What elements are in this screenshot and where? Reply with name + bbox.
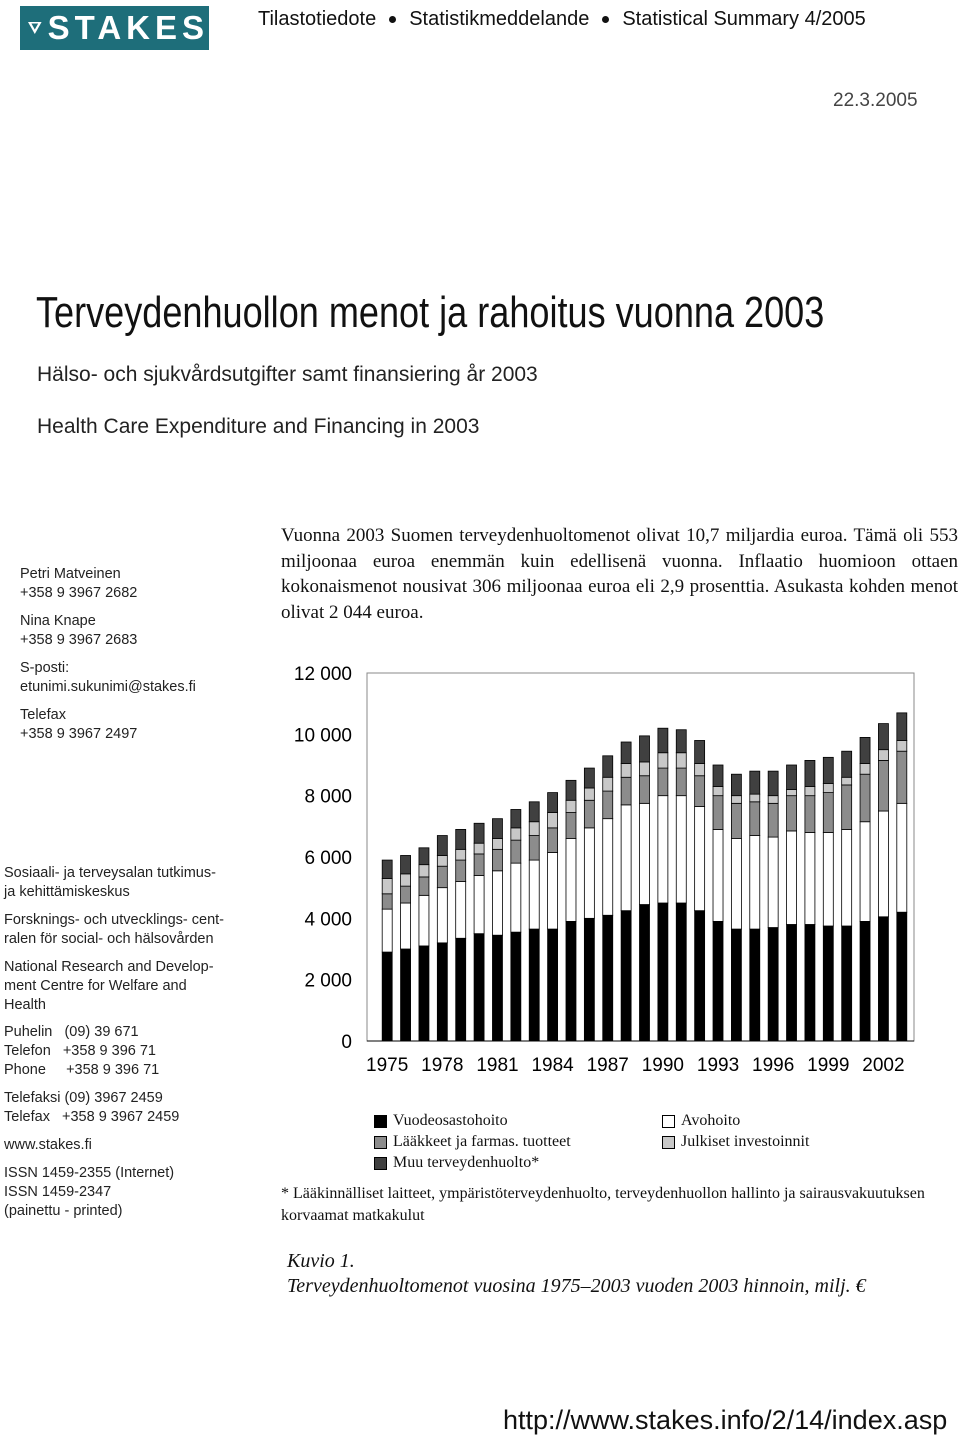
bar-segment: [823, 757, 833, 783]
x-tick-label: 1975: [366, 1055, 409, 1076]
bar-segment: [492, 819, 502, 839]
y-tick-label: 8 000: [304, 786, 352, 808]
bar-segment: [787, 924, 797, 1041]
bar-segment: [584, 800, 594, 828]
bar-segment: [456, 882, 466, 939]
bar-segment: [511, 840, 521, 863]
bar-segment: [658, 768, 668, 796]
bar-segment: [603, 819, 613, 916]
bar-segment: [548, 852, 558, 929]
bar-segment: [382, 909, 392, 952]
bar-segment: [731, 929, 741, 1041]
bar-segment: [640, 803, 650, 904]
bar-segment: [437, 888, 447, 943]
caption-number: Kuvio 1.: [287, 1250, 355, 1272]
org-phone-text: Puhelin (09) 39 671 Telefon +358 9 396 71 Phone +358 9 396 71: [4, 1024, 160, 1078]
bar-segment: [878, 750, 888, 761]
bar-segment: [419, 848, 429, 865]
bar-segment: [750, 836, 760, 930]
x-axis-labels: [366, 1055, 905, 1076]
bar-segment: [492, 871, 502, 935]
bar-segment: [878, 760, 888, 811]
bar-segment: [731, 796, 741, 804]
bar-segment: [584, 788, 594, 800]
org-name-en-text: National Research and Develop- ment Centre for Welfare and Health: [4, 959, 214, 1013]
figure-caption: [287, 1249, 866, 1299]
bar-segment: [603, 915, 613, 1041]
bar-segment: [640, 905, 650, 1041]
y-tick-label: 6 000: [304, 848, 352, 869]
bar-segment: [842, 777, 852, 785]
bar-segment: [548, 929, 558, 1041]
bars: [382, 713, 907, 1041]
bar-segment: [621, 742, 631, 763]
publication-date: 22.3.2005: [833, 90, 918, 111]
contact-person-1: Petri Matveinen: [20, 566, 121, 582]
fax-label: Telefax: [20, 707, 66, 723]
bar-segment: [768, 928, 778, 1041]
bar-segment: [492, 839, 502, 850]
bar-segment: [529, 860, 539, 929]
bar-segment: [456, 860, 466, 881]
bar-segment: [713, 765, 723, 786]
bar-segment: [419, 895, 429, 946]
y-axis-labels: [294, 664, 352, 1053]
bar-segment: [621, 805, 631, 911]
org-name-finnish: [4, 864, 249, 902]
bar-segment: [584, 918, 594, 1041]
bar-segment: [621, 763, 631, 777]
y-tick-label: 10 000: [293, 725, 352, 747]
bar-segment: [621, 911, 631, 1041]
bar-segment: [437, 855, 447, 866]
bar-segment: [492, 849, 502, 870]
bar-segment: [731, 803, 741, 838]
bar-segment: [492, 935, 502, 1041]
bullet-icon: [602, 16, 609, 23]
bar-segment: [401, 949, 411, 1041]
chart-footnote: * Lääkinnälliset laitteet, ympäristöterveydenhuolto, terveydenhuollon hallinto ja sairausvakuutuksen korvaamat matkakulut: [281, 1185, 925, 1224]
x-tick-label: 1990: [641, 1055, 685, 1076]
bar-segment: [401, 903, 411, 949]
bar-segment: [805, 760, 815, 786]
x-tick-label: 2002: [862, 1055, 905, 1076]
legend-item-julkiset-investoinnit: [662, 1133, 809, 1151]
bar-segment: [768, 803, 778, 837]
bar-segment: [768, 771, 778, 796]
org-name-swedish: [4, 911, 249, 949]
contact-phone-1: +358 9 3967 2682: [20, 585, 138, 601]
stakes-logo: [20, 6, 209, 50]
bar-segment: [897, 803, 907, 912]
x-tick-label: 1981: [476, 1055, 519, 1076]
bar-segment: [750, 794, 760, 802]
bar-segment: [382, 894, 392, 909]
bar-segment: [474, 843, 484, 854]
legend-swatch: [374, 1115, 387, 1128]
bar-segment: [529, 822, 539, 836]
bar-segment: [603, 777, 613, 791]
subtitle-swedish: Hälso- och sjukvårdsutgifter samt finansiering år 2003: [37, 363, 538, 386]
email-label: S-posti:: [20, 660, 70, 676]
bar-segment: [401, 855, 411, 873]
bar-segment: [419, 946, 429, 1041]
y-tick-label: 0: [341, 1032, 352, 1053]
bar-segment: [805, 786, 815, 795]
bar-segment: [584, 768, 594, 788]
legend-swatch: [662, 1115, 675, 1128]
bar-segment: [603, 756, 613, 777]
legend-item-vuodeosastohoito: [374, 1112, 508, 1130]
bar-segment: [842, 785, 852, 829]
bar-segment: [750, 771, 760, 794]
bar-segment: [658, 753, 668, 768]
x-tick-label: 1999: [807, 1055, 850, 1076]
bar-segment: [860, 774, 870, 822]
legend-swatch: [662, 1136, 675, 1149]
bar-segment: [897, 740, 907, 751]
bar-segment: [658, 903, 668, 1041]
bar-segment: [823, 793, 833, 833]
bar-segment: [474, 823, 484, 843]
bar-segment: [787, 765, 797, 790]
caption-text: Terveydenhuoltomenot vuosina 1975–2003 vuoden 2003 hinnoin, milj. €: [287, 1275, 866, 1297]
bar-segment: [529, 802, 539, 822]
bar-segment: [566, 813, 576, 839]
bar-segment: [842, 751, 852, 777]
fax-number: +358 9 3967 2497: [20, 726, 138, 742]
y-tick-label: 12 000: [293, 664, 352, 685]
bar-segment: [474, 875, 484, 933]
legend-label: Avohoito: [681, 1112, 741, 1129]
bullet-icon: [389, 16, 396, 23]
legend-label: Muu terveydenhuolto*: [393, 1154, 540, 1171]
bar-segment: [511, 863, 521, 932]
bar-segment: [456, 829, 466, 849]
bar-segment: [419, 865, 429, 877]
bar-segment: [805, 832, 815, 924]
bar-segment: [695, 776, 705, 807]
org-website[interactable]: www.stakes.fi: [4, 1137, 92, 1153]
bar-segment: [640, 736, 650, 762]
bar-segment: [860, 921, 870, 1041]
org-fax: [4, 1089, 249, 1127]
y-tick-label: 2 000: [304, 970, 352, 992]
bar-segment: [676, 730, 686, 753]
bar-segment: [676, 903, 686, 1041]
bar-segment: [401, 886, 411, 903]
bar-segment: [878, 724, 888, 750]
logo-emblem-icon: [28, 12, 42, 44]
series-sv: Statistikmeddelande: [409, 8, 590, 30]
legend-item-laakkeet: [374, 1133, 571, 1151]
bar-segment: [695, 740, 705, 763]
bar-segment: [842, 926, 852, 1041]
bar-segment: [658, 728, 668, 753]
x-tick-label: 1978: [421, 1055, 464, 1076]
bar-segment: [456, 938, 466, 1041]
bar-segment: [437, 866, 447, 887]
contact-phone-2: +358 9 3967 2683: [20, 632, 138, 648]
org-fax-text: Telefaksi (09) 3967 2459 Telefax +358 9 3967 2459: [4, 1090, 180, 1125]
bar-segment: [621, 777, 631, 805]
legend-label: Vuodeosastohoito: [393, 1112, 508, 1129]
org-name-english: [4, 958, 249, 1015]
bar-segment: [584, 828, 594, 918]
bar-segment: [437, 836, 447, 856]
bar-segment: [878, 917, 888, 1041]
bar-segment: [805, 924, 815, 1041]
bar-segment: [640, 762, 650, 776]
bar-segment: [658, 796, 668, 903]
bar-segment: [897, 713, 907, 741]
bar-segment: [548, 828, 558, 853]
legend-label: Lääkkeet ja farmas. tuotteet: [393, 1133, 571, 1150]
bar-segment: [695, 806, 705, 910]
org-issn: [4, 1164, 249, 1221]
bar-segment: [787, 790, 797, 796]
bar-segment: [382, 878, 392, 893]
legend-item-muu-terveydenhuolto: [374, 1154, 539, 1172]
bar-segment: [511, 809, 521, 827]
bar-segment: [548, 813, 558, 828]
intro-paragraph: Vuonna 2003 Suomen terveydenhuoltomenot olivat 10,7 miljardia euroa. Tämä oli 553 miljoonaa euroa enemmän kuin edellisenä vuonna. Inflaatio huomioon ottaen kokonaismenot nousivat 306 miljoonaa euroa eli 2,9 prosenttia. Asukasta kohden menot olivat 2 044 euroa.: [281, 525, 958, 623]
bar-segment: [566, 921, 576, 1041]
bar-segment: [676, 753, 686, 768]
bar-segment: [382, 952, 392, 1041]
bar-segment: [401, 874, 411, 886]
bar-segment: [860, 822, 870, 922]
bar-segment: [805, 796, 815, 833]
org-phone: [4, 1023, 249, 1080]
bar-segment: [713, 829, 723, 921]
bar-segment: [768, 837, 778, 927]
x-tick-label: 1993: [696, 1055, 740, 1076]
bar-segment: [897, 751, 907, 803]
bar-segment: [474, 854, 484, 875]
contact-person-2: Nina Knape: [20, 613, 96, 629]
bar-segment: [511, 932, 521, 1041]
subtitle-english: Health Care Expenditure and Financing in 2003: [37, 415, 480, 438]
logo-text: STAKES: [47, 9, 209, 46]
bar-segment: [860, 737, 870, 763]
bar-segment: [713, 786, 723, 795]
footer-url-link[interactable]: http://www.stakes.info/2/14/index.asp: [503, 1405, 948, 1435]
series-en: Statistical Summary: [622, 8, 800, 30]
bar-segment: [768, 796, 778, 804]
bar-segment: [437, 943, 447, 1041]
bar-segment: [787, 796, 797, 831]
bar-segment: [548, 793, 558, 813]
expenditure-chart: [280, 650, 960, 1090]
bar-segment: [566, 839, 576, 922]
bar-segment: [695, 911, 705, 1041]
series-fi: Tilastotiedote: [258, 8, 377, 30]
bar-segment: [860, 763, 870, 774]
bar-segment: [823, 832, 833, 926]
bar-segment: [566, 800, 576, 812]
bar-segment: [897, 912, 907, 1041]
x-tick-label: 1987: [586, 1055, 629, 1076]
bar-segment: [529, 836, 539, 861]
bar-segment: [456, 849, 466, 860]
bar-segment: [878, 811, 888, 917]
bar-segment: [676, 768, 686, 796]
y-tick-label: 4 000: [304, 909, 352, 931]
x-tick-label: 1996: [752, 1055, 795, 1076]
x-tick-label: 1984: [531, 1055, 574, 1076]
org-issn-text: ISSN 1459-2355 (Internet) ISSN 1459-2347 (painettu - printed): [4, 1165, 175, 1219]
legend-swatch: [374, 1157, 387, 1170]
bar-segment: [823, 783, 833, 792]
legend-swatch: [374, 1136, 387, 1149]
legend-label: Julkiset investoinnit: [681, 1133, 810, 1150]
bar-segment: [787, 831, 797, 925]
bar-segment: [419, 877, 429, 895]
bar-segment: [750, 802, 760, 836]
bar-segment: [676, 796, 686, 903]
page-title: Terveydenhuollon menot ja rahoitus vuonna 2003: [36, 288, 825, 337]
bar-segment: [731, 774, 741, 795]
legend-item-avohoito: [662, 1112, 740, 1130]
email-address[interactable]: etunimi.sukunimi@stakes.fi: [20, 679, 196, 695]
bar-segment: [511, 828, 521, 840]
publication-series: [258, 8, 866, 31]
org-name-sv-text: Forsknings- och utvecklings- cent- ralen för social- och hälsovården: [4, 912, 224, 947]
bar-segment: [529, 929, 539, 1041]
bar-segment: [713, 921, 723, 1041]
bar-segment: [474, 934, 484, 1041]
bar-segment: [842, 829, 852, 926]
bar-segment: [750, 929, 760, 1041]
bar-segment: [731, 839, 741, 929]
bar-segment: [603, 791, 613, 819]
bar-segment: [640, 776, 650, 804]
issue-number: 4/2005: [804, 8, 866, 30]
bar-segment: [713, 796, 723, 830]
org-name-fi-text: Sosiaali- ja terveysalan tutkimus- ja kehittämiskeskus: [4, 865, 216, 900]
bar-segment: [382, 860, 392, 878]
bar-segment: [695, 763, 705, 775]
bar-segment: [823, 926, 833, 1041]
bar-segment: [566, 780, 576, 800]
